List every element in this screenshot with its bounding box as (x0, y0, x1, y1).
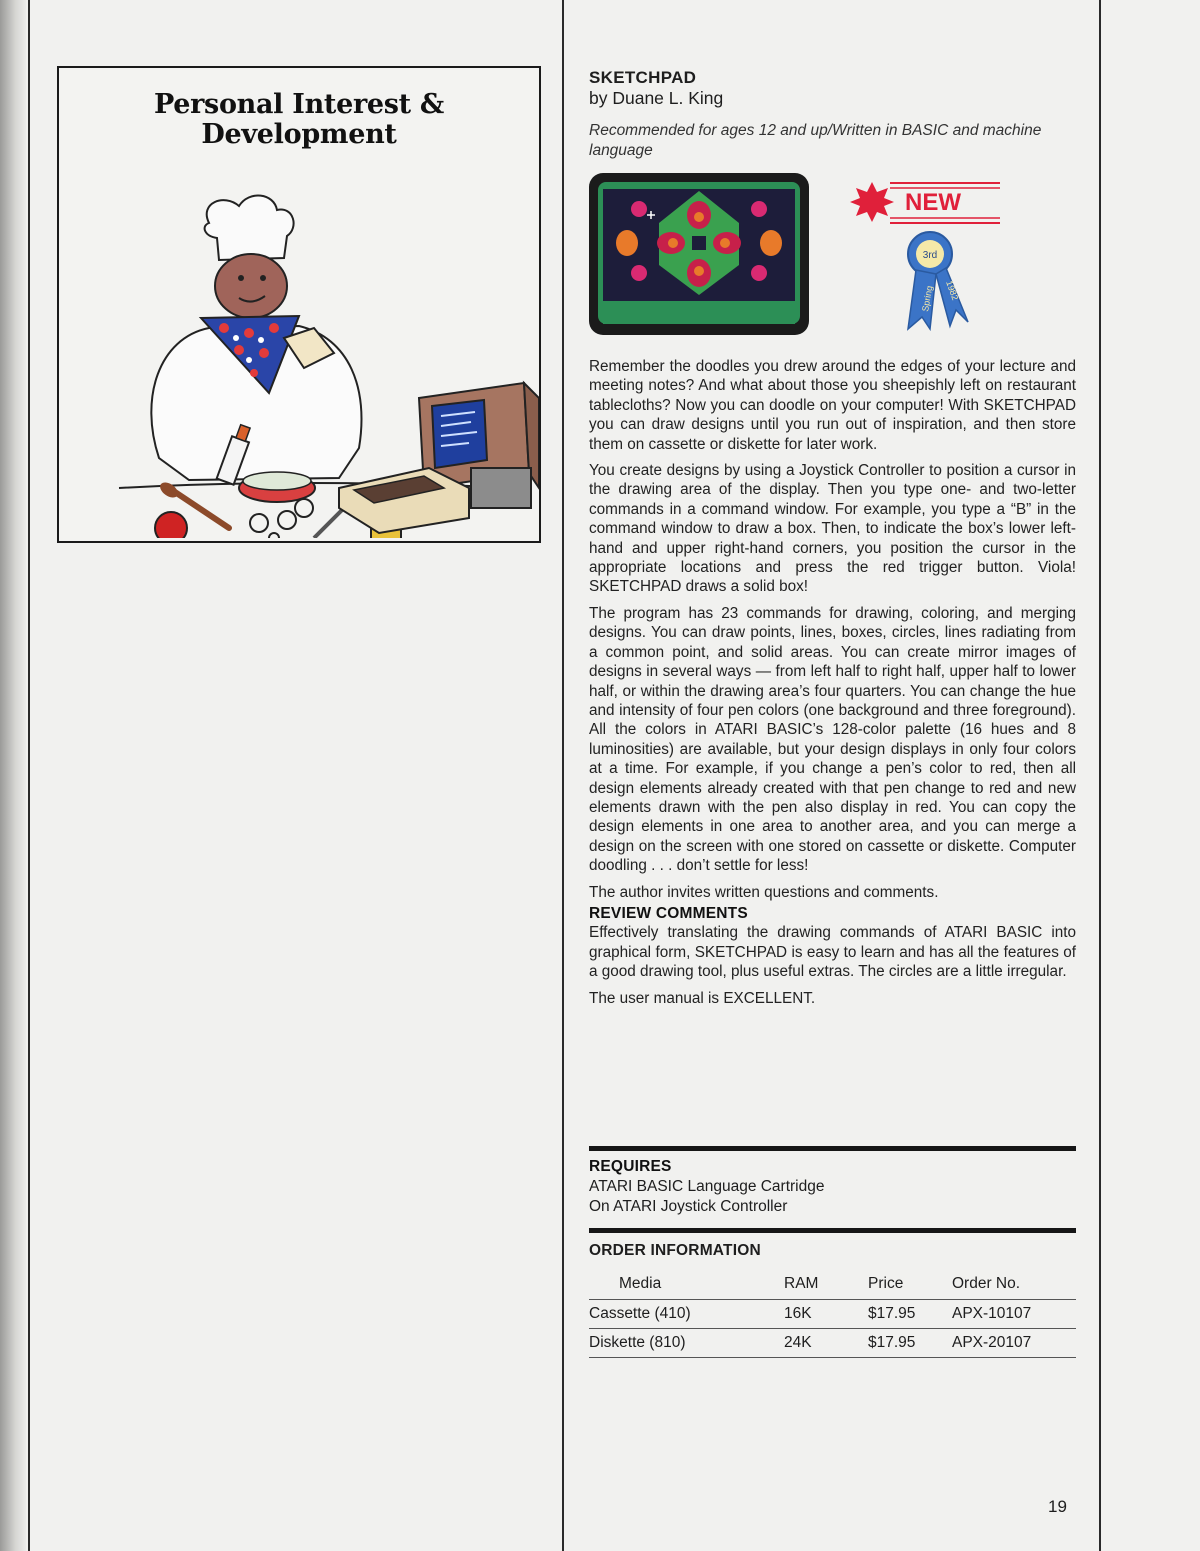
row1-media: Cassette (410) (589, 1300, 784, 1329)
section-intro-box (57, 66, 541, 543)
page-number: 19 (1048, 1497, 1067, 1516)
row2-media: Diskette (810) (589, 1329, 784, 1358)
review-heading: REVIEW COMMENTS (589, 904, 748, 922)
col-order-no: Order No. (952, 1275, 1021, 1292)
description-paragraph-3: The program has 23 commands for drawing, coloring, and merging designs. You can draw points, lines, boxes, circles, lines radiating from a common point, and solid areas. You can create mirror images of designs in several ways — from left half to right half, upper half to lower half, or within the drawing area’s four quarters. You can change the hue and intensity of four pen colors (one background and three foreground). All the colors in ATARI BASIC’s 128-color palette (16 hues and 8 luminosities) are available, but your design displays in only four colors at a time. For example, if you change a pen’s color to red, then all design elements already created with that pen change to red and new elements drawn with the pen also display in red. You can copy the design elements in one area to another area, and you can merge a design on the screen with one stored on cassette or diskette. Computer doodling . . . don’t settle for less! (589, 604, 1076, 875)
requires-heading: REQUIRES (589, 1158, 672, 1175)
col-ram: RAM (784, 1275, 819, 1292)
order-divider (589, 1228, 1076, 1233)
order-table (589, 1270, 1076, 1358)
sketchpad-screen-image (589, 173, 809, 335)
requires-item-1: ATARI BASIC Language Cartridge (589, 1178, 825, 1195)
order-table-header (589, 1270, 1076, 1300)
review-text: Effectively translating the drawing commands of ATARI BASIC into graphical form, SKETCHPAD is easy to learn and has all the features of a good drawing tool, plus useful extras. The circles are a little irregular. (589, 924, 1076, 981)
section-title (59, 90, 539, 150)
row2-order-no: APX-20107 (952, 1329, 1076, 1358)
program-description (589, 357, 1076, 1015)
requires-section (589, 1155, 1076, 1217)
row1-order-no: APX-10107 (952, 1300, 1076, 1329)
description-paragraph-4: The author invites written questions and comments. (589, 883, 939, 901)
new-label: NEW (905, 189, 961, 216)
order-heading: ORDER INFORMATION (589, 1242, 761, 1259)
chef-computer-illustration (99, 188, 539, 538)
program-recommendation: Recommended for ages 12 and up/Written in BASIC and machine language (589, 122, 1042, 159)
row1-ram: 16K (784, 1300, 868, 1329)
col-price: Price (868, 1275, 904, 1292)
program-author: by Duane L. King (589, 88, 724, 108)
row1-price: $17.95 (868, 1300, 952, 1329)
section-title-line1: Personal Interest & (153, 89, 445, 120)
section-title-line2: Development (201, 119, 397, 150)
col-media: Media (619, 1275, 662, 1292)
ribbon-year: 1982 (944, 279, 961, 302)
description-paragraph-1: Remember the doodles you drew around the edges of your lecture and meeting notes? And what about those you sheepishly left on restaurant tablecloths? Now you can doodle on your computer! With SKETCHPAD you can draw designs until you run out of inspiration, and then store them on cassette or diskette for later work. (589, 358, 1076, 453)
description-paragraph-2: You create designs by using a Joystick Controller to position a cursor in the drawing area of the display. Then you type one- and two-letter commands in a command window. For example, you type a “B” in the command window to draw a box. Then, to indicate the box’s lower left-hand and upper right-hand corners, you position the cursor in the appropriate locations and press the red trigger button. Viola! SKETCHPAD draws a solid box! (589, 462, 1076, 596)
row2-ram: 24K (784, 1329, 868, 1358)
center-column-rule (562, 0, 564, 1551)
ribbon-rank: 3rd (922, 250, 938, 261)
requires-divider (589, 1146, 1076, 1151)
requires-item-2: On ATARI Joystick Controller (589, 1198, 788, 1215)
left-column-rule (28, 0, 30, 1551)
table-row (589, 1329, 1076, 1358)
program-title: SKETCHPAD (589, 68, 697, 87)
review-manual: The user manual is EXCELLENT. (589, 989, 816, 1007)
ribbon-season: Spring (920, 284, 935, 313)
award-ribbon-graphic (850, 174, 1005, 334)
page-binding-edge (0, 0, 26, 1551)
right-column-rule (1099, 0, 1101, 1551)
new-award-badge (850, 174, 1005, 334)
table-row (589, 1300, 1076, 1329)
row2-price: $17.95 (868, 1329, 952, 1358)
